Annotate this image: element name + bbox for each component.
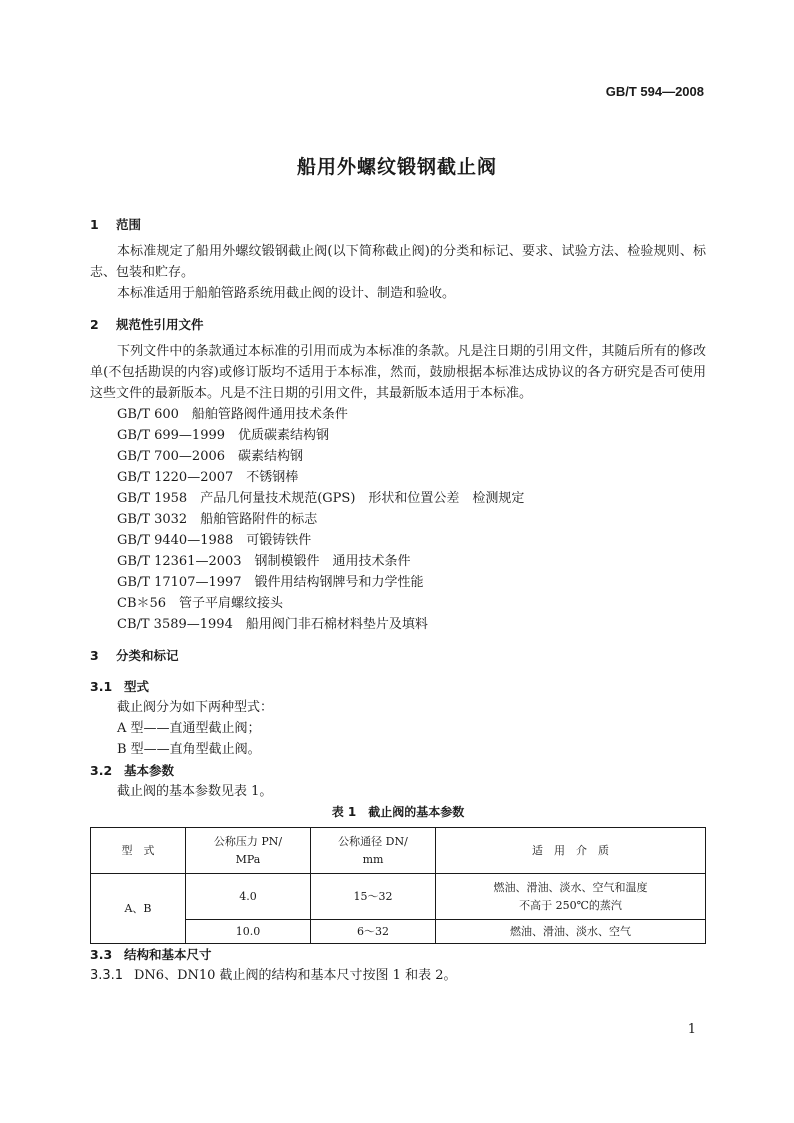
reference-item: GB/T 3032 船舶管路附件的标志 — [117, 512, 318, 527]
table-header-medium: 适 用 介 质 — [436, 828, 706, 874]
section-number: 2 — [90, 317, 99, 332]
section-2-heading — [90, 314, 706, 335]
paragraph: 本标准规定了船用外螺纹锻钢截止阀(以下简称截止阀)的分类和标记、要求、试验方法、检验规则、标志、包装和贮存。 — [90, 244, 706, 280]
document-body — [90, 214, 706, 986]
subsection-title: 型式 — [124, 679, 150, 694]
table-cell-medium: 燃油、滑油、淡水、空气 — [436, 920, 706, 944]
reference-item: GB/T 12361—2003 钢制模锻件 通用技术条件 — [117, 554, 411, 569]
clause-text: DN6、DN10 截止阀的结构和基本尺寸按图 1 和表 2。 — [134, 968, 457, 983]
subsection-number: 3.2 — [90, 763, 113, 778]
document-code: GB/T 594—2008 — [605, 84, 704, 99]
table-header-diameter — [311, 828, 436, 874]
header-line: 公称压力 PN/ — [213, 834, 283, 848]
subsection-3-3-heading — [90, 944, 706, 965]
paragraph: 截止阀的基本参数见表 1。 — [117, 784, 273, 799]
clause-number: 3.3.1 — [90, 968, 124, 983]
cell-line: 不高于 250℃的蒸汽 — [519, 898, 622, 912]
reference-item: GB/T 699—1999 优质碳素结构钢 — [117, 428, 330, 443]
parameters-table — [90, 827, 706, 944]
reference-item: CB＊56 管子平肩螺纹接头 — [117, 596, 284, 611]
section-title: 规范性引用文件 — [116, 317, 204, 332]
table-cell-diameter: 6～32 — [311, 920, 436, 944]
header-line: 公称通径 DN/ — [338, 834, 408, 848]
paragraph: 截止阀分为如下两种型式： — [117, 700, 274, 715]
list-item: B 型——直角型截止阀。 — [117, 742, 261, 757]
table-cell-diameter: 15～32 — [311, 874, 436, 920]
table-cell-type: A、B — [91, 874, 186, 944]
section-title: 范围 — [116, 217, 142, 232]
table-cell-pressure: 10.0 — [186, 920, 311, 944]
reference-item: GB/T 17107—1997 锻件用结构钢牌号和力学性能 — [117, 575, 424, 590]
page-number: 1 — [687, 1022, 696, 1037]
reference-item: GB/T 1220—2007 不锈钢棒 — [117, 470, 299, 485]
table-caption: 表 1 截止阀的基本参数 — [331, 805, 465, 819]
paragraph: 本标准适用于船舶管路系统用截止阀的设计、制造和验收。 — [117, 286, 456, 301]
document-title: 船用外螺纹锻钢截止阀 — [296, 156, 497, 178]
table-header-type: 型 式 — [91, 828, 186, 874]
table-header-pressure — [186, 828, 311, 874]
reference-item: GB/T 1958 产品几何量技术规范(GPS) 形状和位置公差 检测规定 — [117, 491, 525, 506]
section-title: 分类和标记 — [116, 648, 179, 663]
clause-3-3-1 — [90, 965, 706, 986]
cell-line: 燃油、滑油、淡水、空气和温度 — [493, 880, 648, 894]
subsection-3-2-heading — [90, 760, 706, 781]
header-line: mm — [362, 852, 384, 866]
subsection-number: 3.1 — [90, 679, 113, 694]
subsection-title: 基本参数 — [124, 763, 175, 778]
reference-item: GB/T 9440—1988 可锻铸铁件 — [117, 533, 312, 548]
reference-item: GB/T 600 船舶管路阀件通用技术条件 — [117, 407, 348, 422]
reference-item: CB/T 3589—1994 船用阀门非石棉材料垫片及填料 — [117, 617, 428, 632]
section-number: 3 — [90, 648, 99, 663]
section-1-heading — [90, 214, 706, 235]
subsection-number: 3.3 — [90, 947, 113, 962]
table-row — [91, 874, 706, 920]
table-cell-pressure: 4.0 — [186, 874, 311, 920]
table-cell-medium — [436, 874, 706, 920]
section-3-heading — [90, 645, 706, 666]
reference-item: GB/T 700—2006 碳素结构钢 — [117, 449, 304, 464]
subsection-3-1-heading — [90, 676, 706, 697]
section-number: 1 — [90, 217, 99, 232]
paragraph: 下列文件中的条款通过本标准的引用而成为本标准的条款。凡是注日期的引用文件，其随后所有的修改单(不包括勘误的内容)或修订版均不适用于本标准，然而，鼓励根据本标准达成协议的各方研究是否可使用这些文件的最新版本。凡是不注日期的引用文件，其最新版本适用于本标准。 — [90, 344, 706, 401]
list-item: A 型——直通型截止阀； — [117, 721, 261, 736]
subsection-title: 结构和基本尺寸 — [124, 947, 212, 962]
header-line: MPa — [235, 852, 261, 866]
